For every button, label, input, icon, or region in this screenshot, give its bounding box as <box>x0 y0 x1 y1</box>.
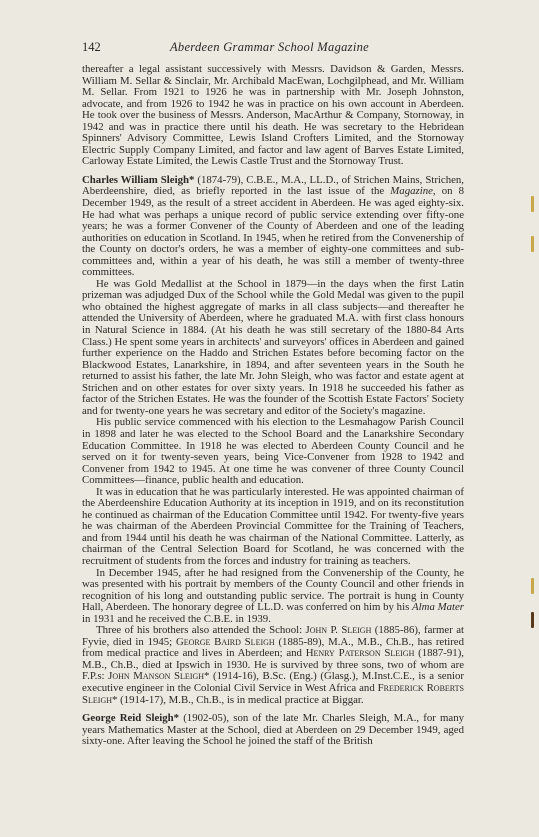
obituary-name: George Reid Sleigh* <box>82 712 180 725</box>
paragraph-education-interest: It was in education that he was particularly interested. He was appointed chairman of the Aberdeenshire Education Authority at its inception in 1919, and on its reconstitution he continued as chairman of the Education Committee until 1942. For twenty-five years he was chairman of the Aberdeen Provincial Committee for the Training of Teachers, and from 1944 until his death he was chairman of the National Committee. Latterly, as chairman of the Central Selection Board for Scotland, he was concerned with the recruitment of students from the forces and industry for training as teachers. <box>82 485 464 567</box>
paragraph-text: in 1931 and he received the C.B.E. in 1939. <box>82 612 271 625</box>
margin-mark <box>531 578 534 594</box>
page-number: 142 <box>82 40 101 54</box>
paragraph-text: (1885-86), farmer at Fyvie, died in 1945; <box>82 624 464 648</box>
paragraph-continuation: thereafter a legal assistant successively with Messrs. Davidson & Garden, Messrs. William M. Sellar & Sinclair, Mr. Archibald MacEwan, Lochgilphead, and Mr. William M. Sellar. From 1921 to 1926 he was in partnership with Mr. Joseph Johnston, advocate, and from 1926 to 1942 he was in practice on his own account in Aberdeen. He took over the business of Messrs. Anderson, MacArthur & Company, Stornoway, in 1942 and was in practice there until his death. He was secretary to the Hebridean Spinners' Advisory Committee, Lewis Island Crofters Limited, and the Stornoway Electric Supply Company Limited, and factor and law agent of Barves Estate Limited, Carloway Estate Limited, the Lewis Castle Trust and the Stornoway Trust. <box>82 63 464 168</box>
margin-mark <box>531 196 534 212</box>
paragraph-text: , on 8 December 1949, as the result of a street accident in Aberdeen. He was aged eighty-six. He had what was perhaps a unique record of public service extending over fifty-one years; he was a former Convener of the County of Aberdeen and one of the leading authorities on education in Scotland. In 1945, when he retired from the Convenership of the County on doctor's orders, he was a member of eighty-one committees and sub-committees and, within a year of his death, he was still a member of twenty-three committees. <box>82 185 465 279</box>
paragraph-text: (1887-91), M.B., Ch.B., died at Ipswich in 1930. He is survived by three sons, two of whom are F.P.s: <box>82 647 464 683</box>
paragraph-text: Three of his brothers also attended the School: <box>96 624 306 637</box>
person-name: John P. Sleigh <box>305 624 372 637</box>
margin-mark <box>531 236 534 252</box>
obituary-george-reid-sleigh <box>82 713 464 748</box>
running-title: Aberdeen Grammar School Magazine <box>169 40 370 54</box>
person-name: John Manson Sleigh* <box>108 670 210 683</box>
paragraph-text: (1874-79), C.B.E., M.A., LL.D., of Strichen Mains, Strichen, Aberdeenshire, died, as briefly reported in the last issue of the <box>82 173 464 198</box>
paragraph-text: In December 1945, after he had resigned from the Convenership of the County, he was presented with his portrait by members of the County Council and other friends in recognition of his long and outstanding public service. The portrait is hung in County Hall, Aberdeen. The honorary degree of LL.D. was conferred on him by his <box>82 566 464 614</box>
paragraph-text: (1902-05), son of the late Mr. Charles Sleigh, M.A., for many years Mathematics Master at the School, died at Aberdeen on 29 December 1949, aged sixty-one. After leaving the School he joined the staff of the British <box>82 712 464 748</box>
page-header <box>82 40 457 56</box>
article-body <box>82 64 464 748</box>
obituary-charles-william-sleigh <box>82 175 464 279</box>
magazine-title: Magazine <box>390 185 433 198</box>
obituary-name: Charles William Sleigh* <box>82 173 195 186</box>
paragraph-text: (1885-89), M.A., M.B., Ch.B., has retired from medical practice and lives in Aberdeen; and <box>82 635 465 660</box>
paragraph-text: (1914-16), B.Sc. (Eng.) (Glasg.), M.Inst.C.E., is a senior executive engineer in the Colonial Civil Service in West Africa and <box>82 670 464 694</box>
paragraph-public-service: His public service commenced with his election to the Lesmahagow Parish Council in 1898 and later he was elected to the School Board and the Lanarkshire Secondary Education Committee. In 1918 he was elected to Aberdeen County Council and he served on it for twenty-seven years, being Vice-Convener from 1928 to 1942 and Convener from 1942 to 1945. At one time he was convener of three County Council Committees—finance, public health and education. <box>82 416 464 487</box>
paragraph-portrait <box>82 568 464 626</box>
paragraph-text: (1914-17), M.B., Ch.B., is in medical practice at Biggar. <box>117 693 364 706</box>
paragraph-education-career: He was Gold Medallist at the School in 1879—in the days when the first Latin prizeman was adjudged Dux of the School while the Gold Medal was given to the pupil who obtained the highest aggregate of marks in all class subjects—and thereafter he attended the University of Aberdeen, where he graduated M.A. with first class honours in Natural Science in 1884. (At his death he was still secretary of the 1880-84 Arts Class.) He spent some years in architects' and surveyors' offices in Aberdeen and gained further experience on the Haddo and Strichen Estates before becoming factor on the Blackwood Estates, Lanarkshire, in 1894, and after seventeen years in the South he returned to assist his father, the late Mr. John Sleigh, who was factor and estate agent at Strichen and on other estates for over sixty years. In 1918 he succeeded his father as factor of the Strichen Estates. He was the founder of the Scottish Estate Factors' Society and for twenty-one years he was secretary and editor of the Society's magazine. <box>82 277 464 417</box>
person-name: Frederick Roberts Sleigh* <box>82 681 464 706</box>
person-name: Henry Paterson Sleigh <box>305 647 415 660</box>
alma-mater-italic: Alma Mater <box>412 601 464 614</box>
person-name: George Baird Sleigh <box>175 635 275 648</box>
paragraph-brothers <box>82 625 464 706</box>
margin-mark <box>531 612 534 628</box>
